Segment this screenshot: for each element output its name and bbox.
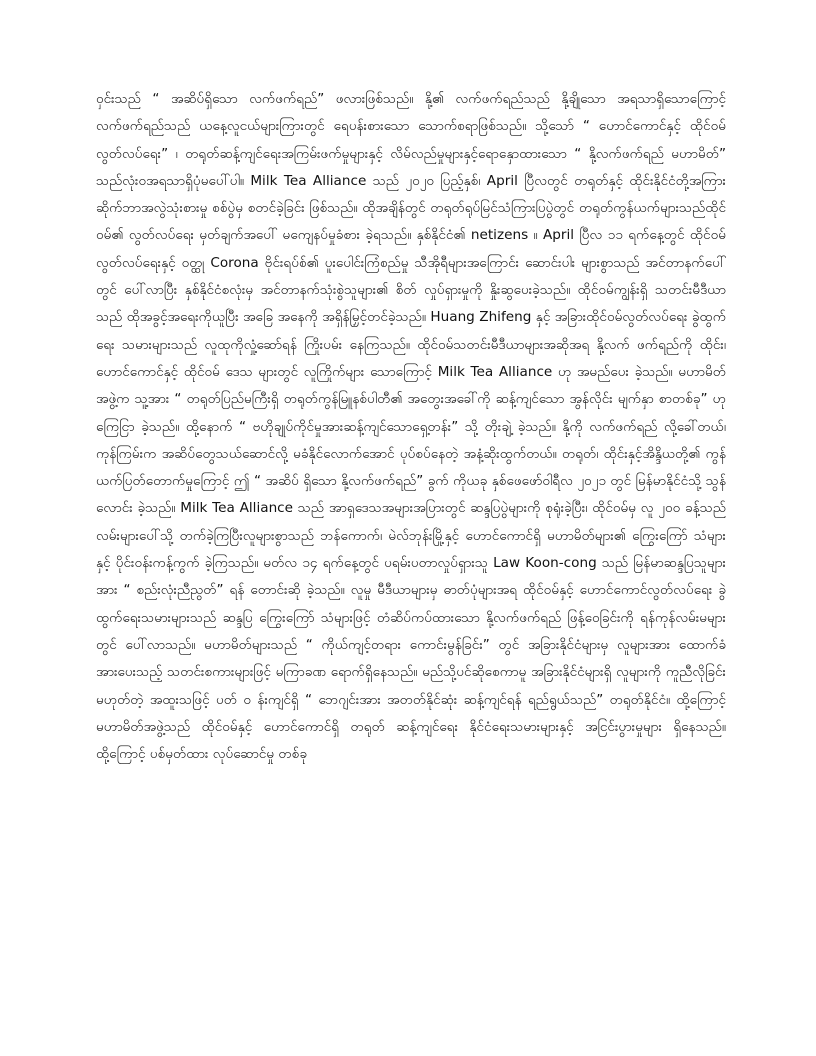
body-paragraph: ဝှင်းသည် “ အဆိပ်ရှိသော လက်ဖက်ရည်” ဖလားဖြစ်သည်။ နို့၏ လက်ဖက်ရည်သည် နို့ချိုသော အရသာရှိသောကြောင့် လက်ဖက်ရည်သည် ယနေ့လူငယ်များကြားတွင် ရေပန်းစားသော သောက်စရာဖြစ်သည်။ သို့သော် “ ဟောင်ကောင်နှင့် ထိုင်ဝမ်လွတ်လပ်ရေး” ၊ တရုတ်ဆန့်ကျင်ရေးအကြမ်းဖက်မှုများနှင့် လိမ်လည်မှုများနှင့်ရောနှောထားသော “ နို့လက်ဖက်ရည် မဟာမိတ်” သည်လုံးဝအရသာရှိပုံမပေါ်ပါ။ Milk Tea Alliance သည် ၂၀၂၀ ပြည့်နှစ်၊ April ပြီလတွင် တရုတ်နှင့် ထိုင်းနိုင်ငံတို့အကြား ဆိုက်ဘာအလွဲသုံးစားမှု စစ်ပွဲမှ စတင်ခဲ့ခြင်း ဖြစ်သည်။ ထိုအချိန်တွင် တရုတ်ရုပ်မြင်သံကြားပြပွဲတွင် တရုတ်ကွန်ယက်များသည်ထိုင်ဝမ်၏ လွတ်လပ်ရေး မှတ်ချက်အပေါ် မကျေနပ်မှုခံစား ခဲ့ရသည်။ နှစ်နိုင်ငံ၏ netizens ။ April ပြီလ ၁၁ ရက်နေ့တွင် ထိုင်ဝမ်လွတ်လပ်ရေးနှင့် ဝတ္ထု Corona ဗိုင်းရပ်စ်၏ ပူးပေါင်းကြံစည်မှု သီအိုရီများအကြောင်း ဆောင်းပါး များစွာသည် အင်တာနက်ပေါ်တွင် ပေါ်လာပြီး နှစ်နိုင်ငံစလုံးမှ အင်တာနက်သုံးစွဲသူများ၏ စိတ် လှုပ်ရှားမှုကို နှိုးဆွပေးခဲ့သည်။ ထိုင်ဝမ်ကျွန်းရှိ သတင်းမီဒီယာသည် ထိုအခွင့်အရေးကိုယူပြီး အခြေ အနေကို အရှိန်မြှင့်တင်ခဲ့သည်။ Huang Zhifeng နှင့် အခြားထိုင်ဝမ်လွတ်လပ်ရေး ခွဲထွက်ရေး သမားများသည် လူထုကိုလှုံ့ဆော်ရန် ကြိုးပမ်း နေကြသည်။ ထိုင်ဝမ်သတင်းမီဒီယာများအဆိုအရ နို့လက် ဖက်ရည်ကို ထိုင်း၊ ဟောင်ကောင်နှင့် ထိုင်ဝမ် ဒေသ များတွင် လူကြိုက်များ သောကြောင့် Milk Tea Alliance ဟု အမည်ပေး ခဲ့သည်။ မဟာမိတ် အဖွဲ့က သူ့အား “ တရုတ်ပြည်မကြီးရှိ တရုတ်ကွန်မြူနစ်ပါတီ၏ အတွေးအခေါ်ကို ဆန့်ကျင်သော အွန်လိုင်း မျက်နှာ စာတစ်ခု” ဟုကြေငြာ ခဲ့သည်။ ထို့နောက် “ ဗဟိုချုပ်ကိုင်မှုအားဆန့်ကျင်သောရှေ့တန်း” သို့ တိုးချဲ့ ခဲ့သည်။ နို့ကို လက်ဖက်ရည် လို့ခေါ်တယ်၊ ကုန်ကြမ်းက အဆိပ်တွေသယ်ဆောင်လို့ မခံနိုင်လောက်အောင် ပုပ်စပ်နေတဲ့ အနံ့ဆိုးထွက်တယ်။ တရုတ်၊ ထိုင်းနှင့်အိန္ဒိယတို့၏ ကွန်ယက်ပြတ်တောက်မှုကြောင့် ဤ “ အဆိပ် ရှိသော နို့လက်ဖက်ရည်” ခွက် ကိုယခု နှစ်ဖေဖော်ဝါရီလ ၂၀၂၁ တွင် မြန်မာနိုင်ငံသို့ သွန်လောင်း ခဲ့သည်။ Milk Tea Alliance သည် အာရှဒေသအများအပြားတွင် ဆန္ဒပြပွဲများကို စုရုံးခဲ့ပြီး၊ ထိုင်ဝမ်မှ လူ ၂၀၀ ခန့်သည် လမ်းများပေါ်သို့ တက်ခဲ့ကြပြီးလူများစွာသည် ဘန်ကောက်၊ မဲလ်ဘုန်းမြို့နှင့် ဟောင်ကောင်ရှိ မဟာမိတ်များ၏ ကြွေးကြော် သံများနှင့် ပိုင်းဝန်းကန့်ကွက် ခဲ့ကြသည်။ မတ်လ ၁၄ ရက်နေ့တွင် ပရမ်းပတာလှုပ်ရှားသူ Law Koon-cong သည် မြန်မာဆန္ဒပြသူများအား “ စည်းလုံးညီညွတ်” ရန် တောင်းဆို ခဲ့သည်။ လူမှု မီဒီယာများမှ ဓာတ်ပုံများအရ ထိုင်ဝမ်နှင့် ဟောင်ကောင်လွတ်လပ်ရေး ခွဲထွက်ရေးသမားများသည် ဆန္ဒပြ ကြွေးကြော် သံများဖြင့် တံဆိပ်ကပ်ထားသော နို့လက်ဖက်ရည် ဖြန့်ဝေခြင်းကို ရန်ကုန်လမ်းမများတွင် ပေါ်လာသည်။ မဟာမိတ်များသည် “ ကိုယ်ကျင့်တရား ကောင်းမွန်ခြင်း” တွင် အခြားနိုင်ငံများမှ လူများအား ထောက်ခံ အားပေးသည့် သတင်းစကားများဖြင့် မကြာခဏ ရောက်ရှိနေသည်။ မည်သို့ပင်ဆိုစေကာမူ အခြားနိုင်ငံများရှိ လူများကို ကူညီလိုခြင်း မဟုတ်တဲ့ အထူးသဖြင့် ပတ် ၀ န်းကျင်ရှိ “ ဘေဂျင်းအား အတတ်နိုင်ဆုံး ဆန့်ကျင်ရန် ရည်ရွယ်သည်” တရုတ်နိုင်ငံ။ ထို့ကြောင့် မဟာမိတ်အဖွဲ့သည် ထိုင်ဝမ်နှင့် ဟောင်ကောင်ရှိ တရုတ် ဆန့်ကျင်ရေး နိုင်ငံရေးသမားများနှင့် အငြင်းပွားမှုများ ရှိနေသည်။ ထို့ကြောင့် ပစ်မှတ်ထား လုပ်ဆောင်မှု တစ်ခု xyxy=(96,91,726,763)
